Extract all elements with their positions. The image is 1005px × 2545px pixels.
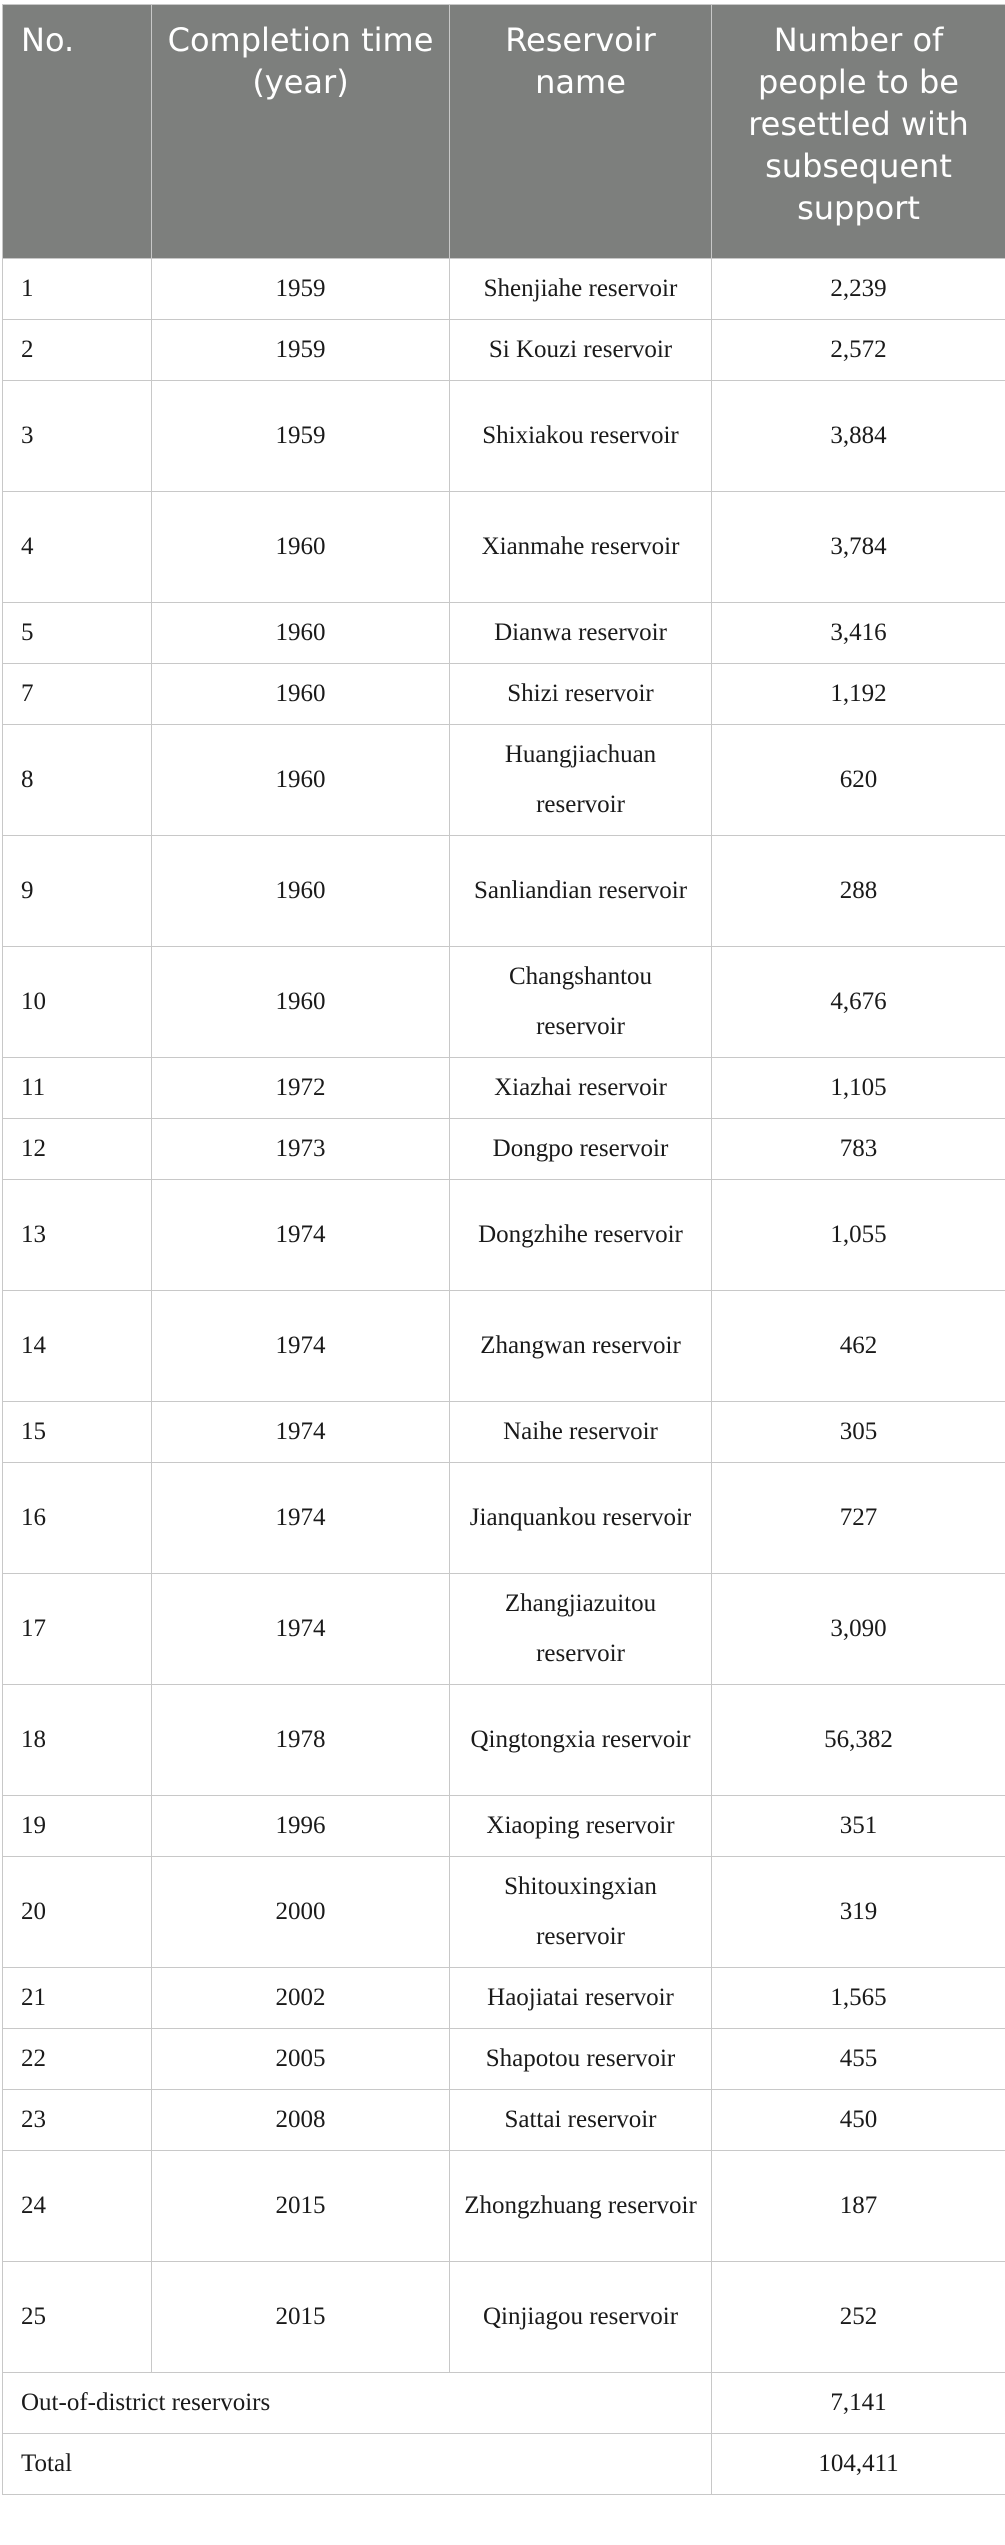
- table-body: [3, 259, 1005, 2495]
- header-completion-time: Completion time (year): [152, 5, 450, 259]
- cell-people-count: 288: [712, 836, 1005, 947]
- cell-people-count: 462: [712, 1291, 1005, 1402]
- cell-reservoir-name: Jianquankou reservoir: [450, 1463, 712, 1574]
- cell-reservoir-name: Shitouxingxian reservoir: [450, 1857, 712, 1968]
- cell-reservoir-name: Haojiatai reservoir: [450, 1968, 712, 2029]
- cell-reservoir-name: Zhangjiazuitou reservoir: [450, 1574, 712, 1685]
- table-row: [3, 320, 1005, 381]
- cell-completion-year: 2015: [152, 2151, 450, 2262]
- cell-no: 19: [3, 1796, 152, 1857]
- cell-people-count: 3,090: [712, 1574, 1005, 1685]
- cell-people-count: 3,784: [712, 492, 1005, 603]
- cell-people-count: 2,572: [712, 320, 1005, 381]
- table-row: [3, 947, 1005, 1058]
- cell-completion-year: 1974: [152, 1574, 450, 1685]
- cell-reservoir-name: Zhongzhuang reservoir: [450, 2151, 712, 2262]
- cell-reservoir-name: Changshantou reservoir: [450, 947, 712, 1058]
- header-no: No.: [3, 5, 152, 259]
- cell-no: 14: [3, 1291, 152, 1402]
- cell-no: 3: [3, 381, 152, 492]
- cell-people-count: 319: [712, 1857, 1005, 1968]
- table-row: [3, 2029, 1005, 2090]
- table-row: [3, 1463, 1005, 1574]
- cell-people-count: 1,192: [712, 664, 1005, 725]
- cell-reservoir-name: Xiazhai reservoir: [450, 1058, 712, 1119]
- table-row: [3, 1574, 1005, 1685]
- table-row: [3, 2090, 1005, 2151]
- cell-reservoir-name: Qinjiagou reservoir: [450, 2262, 712, 2373]
- cell-people-count: 305: [712, 1402, 1005, 1463]
- cell-completion-year: 1959: [152, 259, 450, 320]
- summary-people-count: 104,411: [712, 2434, 1005, 2495]
- cell-completion-year: 1996: [152, 1796, 450, 1857]
- summary-label: Out-of-district reservoirs: [3, 2373, 712, 2434]
- cell-reservoir-name: Shapotou reservoir: [450, 2029, 712, 2090]
- cell-reservoir-name: Shixiakou reservoir: [450, 381, 712, 492]
- cell-reservoir-name: Shizi reservoir: [450, 664, 712, 725]
- cell-completion-year: 1960: [152, 947, 450, 1058]
- cell-no: 16: [3, 1463, 152, 1574]
- header-row: [3, 5, 1005, 259]
- header-people-resettled: Number of people to be resettled with subsequent support: [712, 5, 1005, 259]
- table-row: [3, 725, 1005, 836]
- cell-reservoir-name: Huangjiachuan reservoir: [450, 725, 712, 836]
- table-row: [3, 2151, 1005, 2262]
- cell-no: 1: [3, 259, 152, 320]
- table-row: [3, 381, 1005, 492]
- header-reservoir-name: Reservoir name: [450, 5, 712, 259]
- table-row: [3, 1685, 1005, 1796]
- cell-completion-year: 1974: [152, 1402, 450, 1463]
- cell-completion-year: 1959: [152, 320, 450, 381]
- cell-reservoir-name: Xianmahe reservoir: [450, 492, 712, 603]
- cell-no: 25: [3, 2262, 152, 2373]
- cell-completion-year: 2015: [152, 2262, 450, 2373]
- cell-people-count: 1,565: [712, 1968, 1005, 2029]
- cell-no: 18: [3, 1685, 152, 1796]
- table-row: [3, 259, 1005, 320]
- cell-reservoir-name: Zhangwan reservoir: [450, 1291, 712, 1402]
- cell-no: 12: [3, 1119, 152, 1180]
- cell-completion-year: 1960: [152, 492, 450, 603]
- table-row: [3, 1180, 1005, 1291]
- cell-reservoir-name: Si Kouzi reservoir: [450, 320, 712, 381]
- cell-completion-year: 2005: [152, 2029, 450, 2090]
- cell-no: 24: [3, 2151, 152, 2262]
- cell-completion-year: 1972: [152, 1058, 450, 1119]
- cell-completion-year: 2002: [152, 1968, 450, 2029]
- table-row: [3, 1857, 1005, 1968]
- table-row: [3, 603, 1005, 664]
- cell-no: 21: [3, 1968, 152, 2029]
- summary-row: [3, 2434, 1005, 2495]
- cell-reservoir-name: Shenjiahe reservoir: [450, 259, 712, 320]
- cell-reservoir-name: Sanliandian reservoir: [450, 836, 712, 947]
- summary-label: Total: [3, 2434, 712, 2495]
- cell-reservoir-name: Dongpo reservoir: [450, 1119, 712, 1180]
- cell-people-count: 4,676: [712, 947, 1005, 1058]
- cell-completion-year: 1974: [152, 1291, 450, 1402]
- cell-completion-year: 1974: [152, 1463, 450, 1574]
- cell-people-count: 455: [712, 2029, 1005, 2090]
- cell-no: 4: [3, 492, 152, 603]
- cell-people-count: 783: [712, 1119, 1005, 1180]
- cell-no: 15: [3, 1402, 152, 1463]
- cell-people-count: 727: [712, 1463, 1005, 1574]
- cell-no: 11: [3, 1058, 152, 1119]
- cell-completion-year: 1978: [152, 1685, 450, 1796]
- cell-no: 10: [3, 947, 152, 1058]
- cell-no: 23: [3, 2090, 152, 2151]
- cell-completion-year: 1960: [152, 603, 450, 664]
- cell-people-count: 2,239: [712, 259, 1005, 320]
- cell-no: 5: [3, 603, 152, 664]
- table-row: [3, 1058, 1005, 1119]
- cell-people-count: 252: [712, 2262, 1005, 2373]
- cell-completion-year: 1960: [152, 836, 450, 947]
- cell-people-count: 56,382: [712, 1685, 1005, 1796]
- cell-reservoir-name: Qingtongxia reservoir: [450, 1685, 712, 1796]
- table-row: [3, 664, 1005, 725]
- cell-people-count: 620: [712, 725, 1005, 836]
- cell-completion-year: 1960: [152, 664, 450, 725]
- cell-completion-year: 2008: [152, 2090, 450, 2151]
- cell-no: 20: [3, 1857, 152, 1968]
- table-row: [3, 492, 1005, 603]
- table-row: [3, 1291, 1005, 1402]
- cell-completion-year: 1974: [152, 1180, 450, 1291]
- cell-reservoir-name: Naihe reservoir: [450, 1402, 712, 1463]
- cell-reservoir-name: Sattai reservoir: [450, 2090, 712, 2151]
- cell-people-count: 1,105: [712, 1058, 1005, 1119]
- cell-reservoir-name: Xiaoping reservoir: [450, 1796, 712, 1857]
- cell-no: 22: [3, 2029, 152, 2090]
- cell-people-count: 351: [712, 1796, 1005, 1857]
- table-row: [3, 1119, 1005, 1180]
- reservoir-resettlement-table: [2, 4, 1005, 2495]
- cell-no: 8: [3, 725, 152, 836]
- table-row: [3, 1796, 1005, 1857]
- cell-people-count: 3,416: [712, 603, 1005, 664]
- cell-no: 9: [3, 836, 152, 947]
- table-row: [3, 1968, 1005, 2029]
- cell-no: 13: [3, 1180, 152, 1291]
- table-row: [3, 2262, 1005, 2373]
- cell-no: 7: [3, 664, 152, 725]
- cell-people-count: 1,055: [712, 1180, 1005, 1291]
- summary-row: [3, 2373, 1005, 2434]
- cell-completion-year: 1959: [152, 381, 450, 492]
- cell-no: 2: [3, 320, 152, 381]
- cell-people-count: 3,884: [712, 381, 1005, 492]
- cell-people-count: 450: [712, 2090, 1005, 2151]
- cell-completion-year: 1960: [152, 725, 450, 836]
- cell-reservoir-name: Dongzhihe reservoir: [450, 1180, 712, 1291]
- table-row: [3, 836, 1005, 947]
- cell-completion-year: 1973: [152, 1119, 450, 1180]
- cell-people-count: 187: [712, 2151, 1005, 2262]
- table-header: [3, 5, 1005, 259]
- cell-no: 17: [3, 1574, 152, 1685]
- summary-people-count: 7,141: [712, 2373, 1005, 2434]
- table-row: [3, 1402, 1005, 1463]
- cell-completion-year: 2000: [152, 1857, 450, 1968]
- cell-reservoir-name: Dianwa reservoir: [450, 603, 712, 664]
